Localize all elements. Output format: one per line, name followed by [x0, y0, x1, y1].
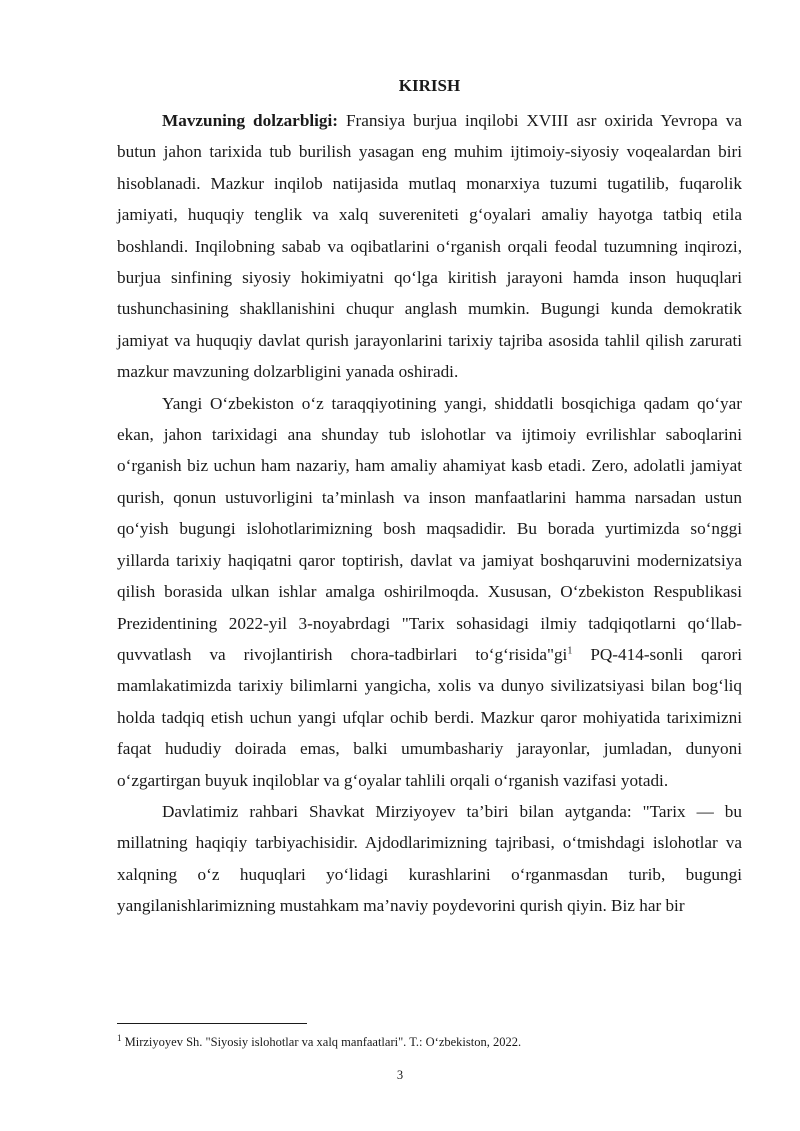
- page-title: KIRISH: [398, 76, 461, 95]
- paragraph-relevance: [117, 105, 742, 388]
- footnote: [117, 1034, 742, 1050]
- paragraph-lead: Mavzuning dolzarbligi:: [162, 111, 339, 130]
- page-number: 3: [396, 1068, 404, 1082]
- paragraph-text: PQ-414-sonli qarori mamlakatimizda tarixiy bilimlarni yangicha, xolis va dunyo sivilizatsiyasi bilan bog‘liq holda tadqiq etish uchun yangi ufqlar ochib berdi. Mazkur qaror mohiyatida tariximizni faqat hududiy doirada emas, balki umumbashariy jarayonlar, jumladan, dunyoni o‘zgartirgan buyuk inqiloblar va g‘oyalar tahlili orqali o‘rganish vazifasi yotadi.: [117, 644, 743, 790]
- paragraph-text: Yangi O‘zbekiston o‘z taraqqiyotining yangi, shiddatli bosqichiga qadam qo‘yar ekan, jahon tarixidagi ana shunday tub islohotlar va ijtimoiy evrilishlar saboqlarini o‘rganish biz uchun ham nazariy, ham amaliy ahamiyat kasb etadi. Zero, adolatli jamiyat qurish, qonun ustuvorligini ta’minlash va inson manfaatlarini hamma narsadan ustun qo‘yish bugungi islohotlarimizning bosh maqsadidir. Bu borada yurtimizda so‘nggi yillarda tarixiy haqiqatni qaror toptirish, davlat va jamiyat boshqaruvini modernizatsiya qilish borasida ulkan ishlar amalga oshirilmoqda. Xususan, O‘zbekiston Respublikasi Prezidentining 2022-yil 3-noyabrdagi "Tarix sohasidagi ilmiy tadqiqotlarni qo‘llab-quvvatlash va rivojlantirish chora-tadbirlari to‘g‘risida"gi: [117, 393, 742, 664]
- footnote-mark: 1: [117, 1032, 122, 1043]
- paragraph-text: Fransiya burjua inqilobi XVIII asr oxirida Yevropa va butun jahon tarixida tub burilish yasagan eng muhim ijtimoiy-siyosiy voqealardan biri hisoblanadi. Mazkur inqilob natijasida mutlaq monarxiya tuzumi tugatilib, fuqarolik jamiyati, huquqiy tenglik va xalq suvereniteti g‘oyalari amaliy hayotga tatbiq etila boshlandi. Inqilobning sabab va oqibatlarini o‘rganish orqali feodal tuzumning inqirozi, burjua sinfining siyosiy hokimiyatni qo‘lga kiritish jarayoni hamda inson huquqlari tushunchasining shakllanishini chuqur anglash mumkin. Bugungi kunda demokratik jamiyat va huquqiy davlat qurish jarayonlarini tarixiy tajriba asosida tahlil qilish zarurati mazkur mavzuning dolzarbligini yanada oshiradi.: [117, 111, 742, 382]
- footnote-text: Mirziyoyev Sh. "Siyosiy islohotlar va xalq manfaatlari". T.: O‘zbekiston, 2022.: [121, 1035, 522, 1049]
- paragraph-quote: Davlatimiz rahbari Shavkat Mirziyoyev ta’biri bilan aytganda: "Tarix — bu millatning haqiqiy tarbiyachisidir. Ajdodlarimizning tajribasi, o‘tmishdagi islohotlar va xalqning o‘z huquqlari yo‘lidagi kurashlarini o‘rganmasdan turib, bugungi yangilanishlarimizning mustahkam ma’naviy poydevorini qurish qiyin. Biz har bir: [117, 801, 742, 916]
- footnote-divider: [117, 1023, 307, 1024]
- paragraph-new-uzbekistan: [117, 388, 742, 796]
- page-body: [117, 68, 742, 922]
- footnote-reference[interactable]: 1: [567, 645, 573, 657]
